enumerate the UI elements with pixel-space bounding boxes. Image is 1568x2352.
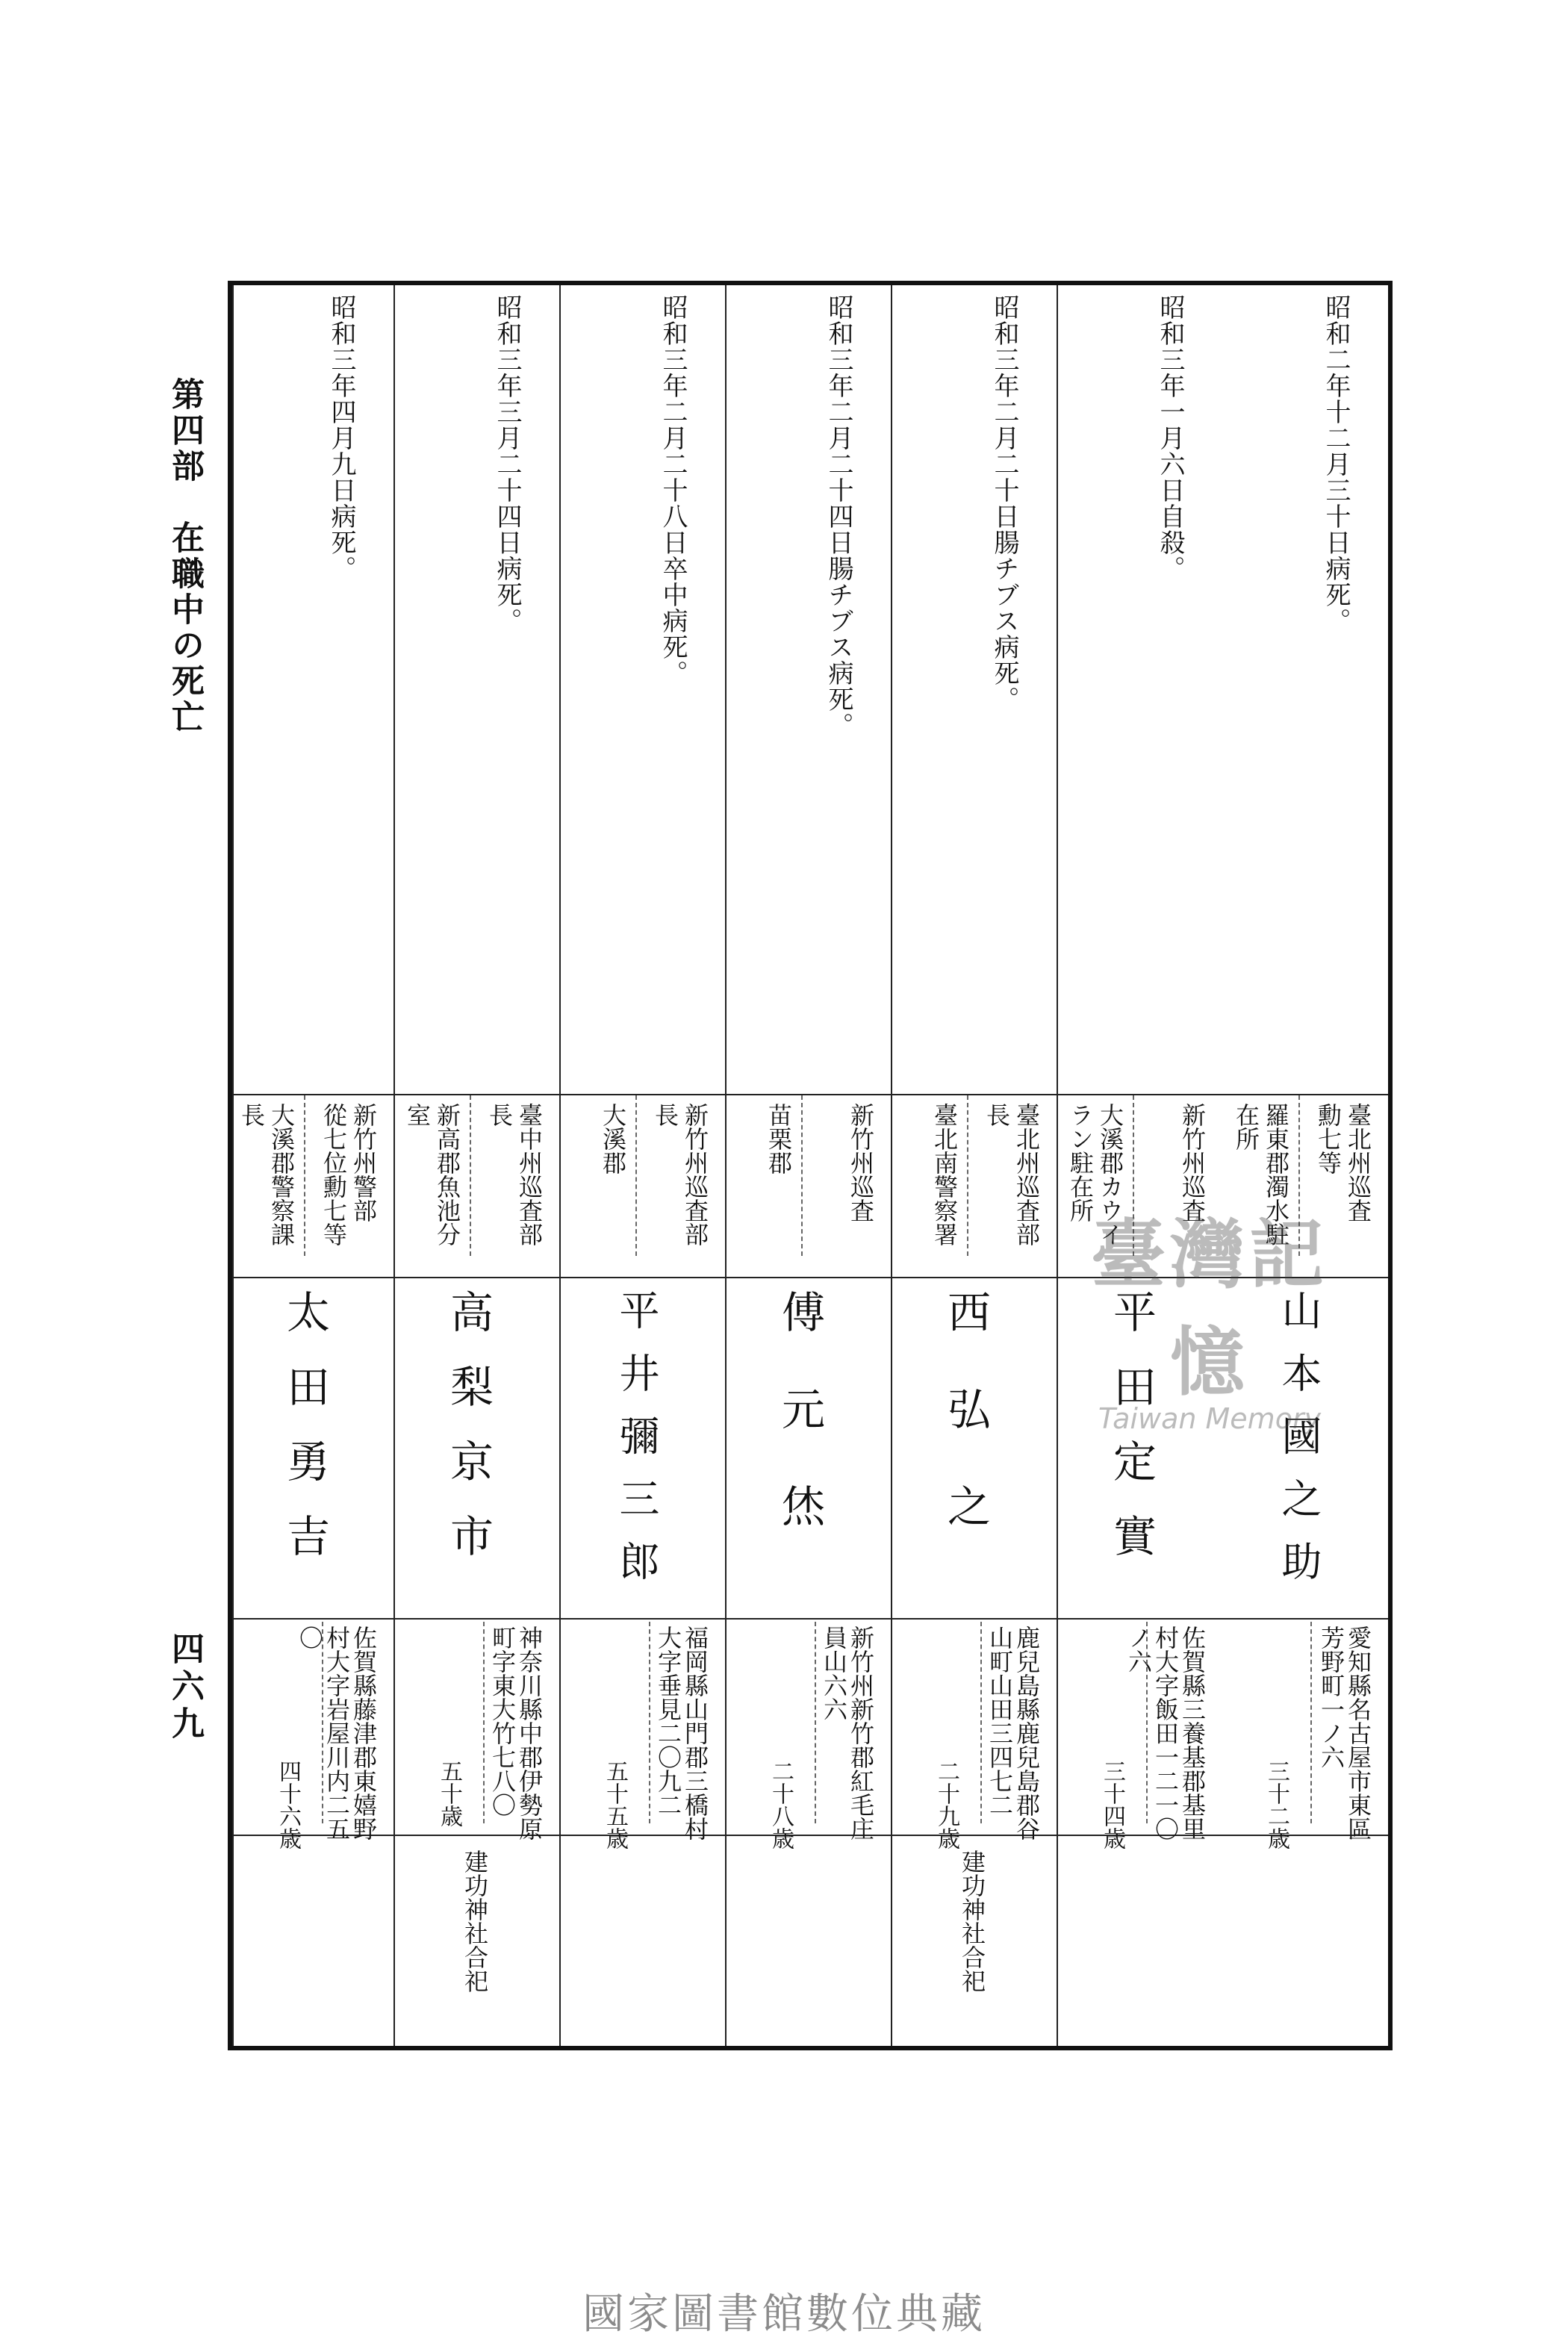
home-address: 佐賀縣藤津郡東嬉野 村大字岩屋川内二五 〇 [296,1625,378,1841]
home-address: 佐賀縣三養基郡基里 村大字飯田一二一〇 ノ六 [1124,1625,1207,1841]
age: 三十四歳 [1099,1760,1125,1849]
person-name: 西弘之 [940,1289,991,1581]
watermark-logo-text: 臺灣記憶 [1091,1211,1328,1406]
age: 二十九歳 [933,1760,959,1849]
affiliation-divider [304,1095,305,1256]
home-address: 鹿兒島縣鹿兒島郡谷 山町山田三四七二 [986,1625,1041,1841]
watermark-subtitle: Taiwan Memory [1098,1402,1322,1435]
death-date: 昭和三年二月二十日腸チブス病死。 [989,294,1019,712]
person-name: 太田勇吉 [279,1289,330,1588]
running-head: 第四部 在職中の死亡 [166,377,204,735]
affiliation-secondary: 大溪郡 [599,1103,627,1175]
affiliation-primary: 新竹州巡査 [847,1103,875,1222]
age: 四十六歳 [275,1760,301,1849]
record-column [232,285,393,2046]
register-table [228,281,1393,2050]
address-divider [1310,1622,1312,1823]
person-name: 平井彌三郎 [613,1289,660,1603]
age: 五十五歳 [602,1760,628,1849]
address-divider [980,1622,982,1823]
person-name: 傅元烋 [774,1289,825,1581]
death-date: 昭和三年二月二十四日腸チブス病死。 [824,294,853,738]
person-name: 平田定實 [1106,1289,1157,1588]
affiliation-divider [801,1095,803,1256]
record-column [1057,285,1222,2046]
death-date: 昭和三年四月九日病死。 [326,294,356,582]
record-column [1222,285,1388,2046]
home-address: 福岡縣山門郡三橋村 大字垂見二〇九二 [654,1625,709,1841]
home-address: 神奈川縣中郡伊勢原 町字東大竹七八〇 [488,1625,544,1841]
affiliation-secondary: 大溪郡カウイ ラン駐在所 [1066,1103,1124,1246]
affiliation-primary: 臺北州巡査 勳七等 [1314,1103,1372,1222]
affiliation-primary: 臺北州巡査部 長 [983,1103,1041,1246]
record-column [393,285,559,2046]
affiliation-divider [967,1095,968,1256]
death-date: 昭和三年三月二十四日病死。 [492,294,522,634]
address-divider [649,1622,650,1823]
affiliation-primary: 新竹州巡査 [1178,1103,1207,1222]
home-address: 愛知縣名古屋市東區 芳野町一ノ六 [1317,1625,1372,1841]
address-divider [1146,1622,1148,1823]
record-column [725,285,891,2046]
note: 建功神社合祀 [958,1849,986,1993]
home-address: 新竹州新竹郡紅毛庄 員山六六 [820,1625,875,1841]
affiliation-secondary: 羅東郡濁水駐 在所 [1232,1103,1290,1246]
address-divider [483,1622,485,1823]
age: 三十二歳 [1263,1760,1289,1849]
note: 建功神社合祀 [461,1849,489,1993]
death-date: 昭和三年二月二十八日卒中病死。 [658,294,688,686]
footer-credit: 國家圖書館數位典藏 [582,2290,986,2339]
age: 五十歳 [436,1760,462,1827]
watermark [1068,1195,1351,1435]
affiliation-primary: 新竹州警部 從七位勳七等 [320,1103,378,1246]
record-column [891,285,1057,2046]
page-number: 四六九 [166,1631,204,1743]
address-divider [815,1622,816,1823]
affiliation-divider [470,1095,471,1256]
affiliation-secondary: 臺北南警察署 [930,1103,959,1246]
record-column [559,285,725,2046]
person-name: 山本國之助 [1275,1289,1322,1603]
person-name: 高梨京市 [443,1289,494,1588]
affiliation-divider [635,1095,637,1256]
affiliation-secondary: 大溪郡警察課 長 [237,1103,296,1246]
affiliation-secondary: 新高郡魚池分 室 [403,1103,461,1246]
death-date: 昭和三年一月六日自殺。 [1155,294,1185,582]
address-divider [322,1622,323,1823]
affiliation-primary: 臺中州巡査部 長 [485,1103,544,1246]
affiliation-secondary: 苗栗郡 [765,1103,793,1175]
affiliation-primary: 新竹州巡査部 長 [651,1103,709,1246]
age: 二十八歳 [768,1760,794,1849]
death-date: 昭和二年十二月三十日病死。 [1321,294,1351,634]
